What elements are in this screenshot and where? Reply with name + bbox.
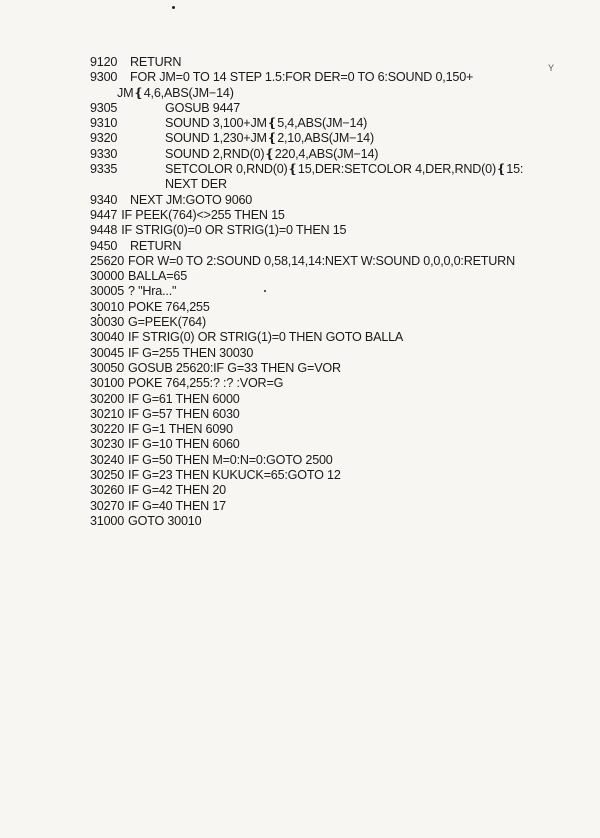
code-line <box>90 437 580 452</box>
code-line <box>90 346 580 361</box>
code-line <box>90 55 580 70</box>
line-code: POKE 764,255 <box>128 299 210 314</box>
line-number: 9448 <box>90 223 118 238</box>
line-code: GOSUB 9447 <box>165 100 241 115</box>
code-line <box>90 284 580 299</box>
code-line <box>90 407 580 422</box>
line-code: IF PEEK(764)<>255 THEN 15 <box>121 207 285 222</box>
line-code: POKE 764,255:? :? :VOR=G <box>128 376 284 391</box>
line-code: JM❴4,6,ABS(JM−14) <box>117 85 234 100</box>
code-line <box>90 499 580 514</box>
code-line <box>90 208 580 223</box>
line-code: G=PEEK(764) <box>128 315 206 330</box>
line-code: IF G=40 THEN 17 <box>128 498 226 513</box>
line-number: 9120 <box>90 55 118 69</box>
line-number: 9447 <box>90 207 118 222</box>
line-number: 30200 <box>90 391 125 406</box>
basic-program-listing <box>90 55 580 529</box>
line-number: 9450 <box>90 238 118 253</box>
line-number: 30050 <box>90 360 125 375</box>
code-line <box>90 86 580 101</box>
line-number: 9320 <box>90 131 118 146</box>
line-number: 30010 <box>90 299 125 314</box>
line-code: IF G=42 THEN 20 <box>128 483 226 498</box>
code-line <box>90 514 580 529</box>
code-line <box>90 483 580 498</box>
line-code: GOSUB 25620:IF G=33 THEN G=VOR <box>128 360 341 375</box>
code-line <box>90 330 580 345</box>
line-code: IF G=57 THEN 6030 <box>128 406 240 421</box>
line-number: 30000 <box>90 269 125 284</box>
line-number: 9330 <box>90 146 118 161</box>
line-number: 30040 <box>90 330 125 345</box>
line-number: 30045 <box>90 345 125 360</box>
code-line <box>90 361 580 376</box>
line-number: 30030 <box>90 315 125 330</box>
code-line <box>90 453 580 468</box>
line-number: 30210 <box>90 406 125 421</box>
line-code: SOUND 2,RND(0)❴220,4,ABS(JM−14) <box>165 146 379 161</box>
line-code: IF G=61 THEN 6000 <box>128 391 240 406</box>
line-code: IF G=50 THEN M=0:N=0:GOTO 2500 <box>128 452 333 467</box>
margin-mark: Y <box>548 63 555 73</box>
code-line <box>90 254 580 269</box>
code-line <box>90 193 580 208</box>
line-number: 30005 <box>90 284 125 299</box>
line-code: FOR W=0 TO 2:SOUND 0,58,14,14:NEXT W:SOUND 0,0,0,0:RETURN <box>128 253 515 268</box>
line-code: SETCOLOR 0,RND(0)❴15,DER:SETCOLOR 4,DER,RND(0)❴15: <box>165 162 524 177</box>
line-code: IF STRIG(0) OR STRIG(1)=0 THEN GOTO BALLA <box>128 330 404 345</box>
line-number: 30260 <box>90 483 125 498</box>
code-line <box>90 468 580 483</box>
line-code: GOTO 30010 <box>128 513 202 528</box>
line-number: 25620 <box>90 253 125 268</box>
line-number: 9335 <box>90 162 118 177</box>
line-code: FOR JM=0 TO 14 STEP 1.5:FOR DER=0 TO 6:SOUND 0,150+ <box>130 70 474 85</box>
line-number: 30230 <box>90 437 125 452</box>
line-number: 9305 <box>90 100 118 115</box>
code-line <box>90 392 580 407</box>
line-number: 30100 <box>90 376 125 391</box>
line-code: IF G=1 THEN 6090 <box>128 422 233 437</box>
code-line <box>90 376 580 391</box>
line-number: 9310 <box>90 116 118 131</box>
ink-speck <box>172 6 175 9</box>
line-number: 30220 <box>90 422 125 437</box>
line-number: 31000 <box>90 513 125 528</box>
line-code: IF G=23 THEN KUKUCK=65:GOTO 12 <box>128 468 341 483</box>
code-line <box>90 223 580 238</box>
line-code: RETURN <box>130 55 182 69</box>
code-line <box>90 70 580 85</box>
line-code: ? "Hra..." <box>128 284 177 299</box>
code-line <box>90 116 580 131</box>
line-code: NEXT JM:GOTO 9060 <box>130 192 253 207</box>
line-number: 9300 <box>90 70 118 85</box>
code-line <box>90 147 580 162</box>
line-number: 30240 <box>90 452 125 467</box>
line-number: 9340 <box>90 192 118 207</box>
line-code: SOUND 3,100+JM❴5,4,ABS(JM−14) <box>165 116 368 131</box>
line-code: IF G=255 THEN 30030 <box>128 345 254 360</box>
line-code: IF STRIG(0)=0 OR STRIG(1)=0 THEN 15 <box>121 223 347 238</box>
line-number: 30270 <box>90 498 125 513</box>
code-line <box>90 239 580 254</box>
code-line <box>90 300 580 315</box>
line-code: IF G=10 THEN 6060 <box>128 437 240 452</box>
line-code: NEXT DER <box>165 177 227 192</box>
line-code: RETURN <box>130 238 182 253</box>
code-line <box>90 177 580 192</box>
code-line <box>90 162 580 177</box>
code-line <box>90 422 580 437</box>
line-number: 30250 <box>90 468 125 483</box>
code-line <box>90 131 580 146</box>
line-code: BALLA=65 <box>128 269 188 284</box>
code-line <box>90 101 580 116</box>
code-line <box>90 315 580 330</box>
line-code: SOUND 1,230+JM❴2,10,ABS(JM−14) <box>165 131 374 146</box>
code-line <box>90 269 580 284</box>
